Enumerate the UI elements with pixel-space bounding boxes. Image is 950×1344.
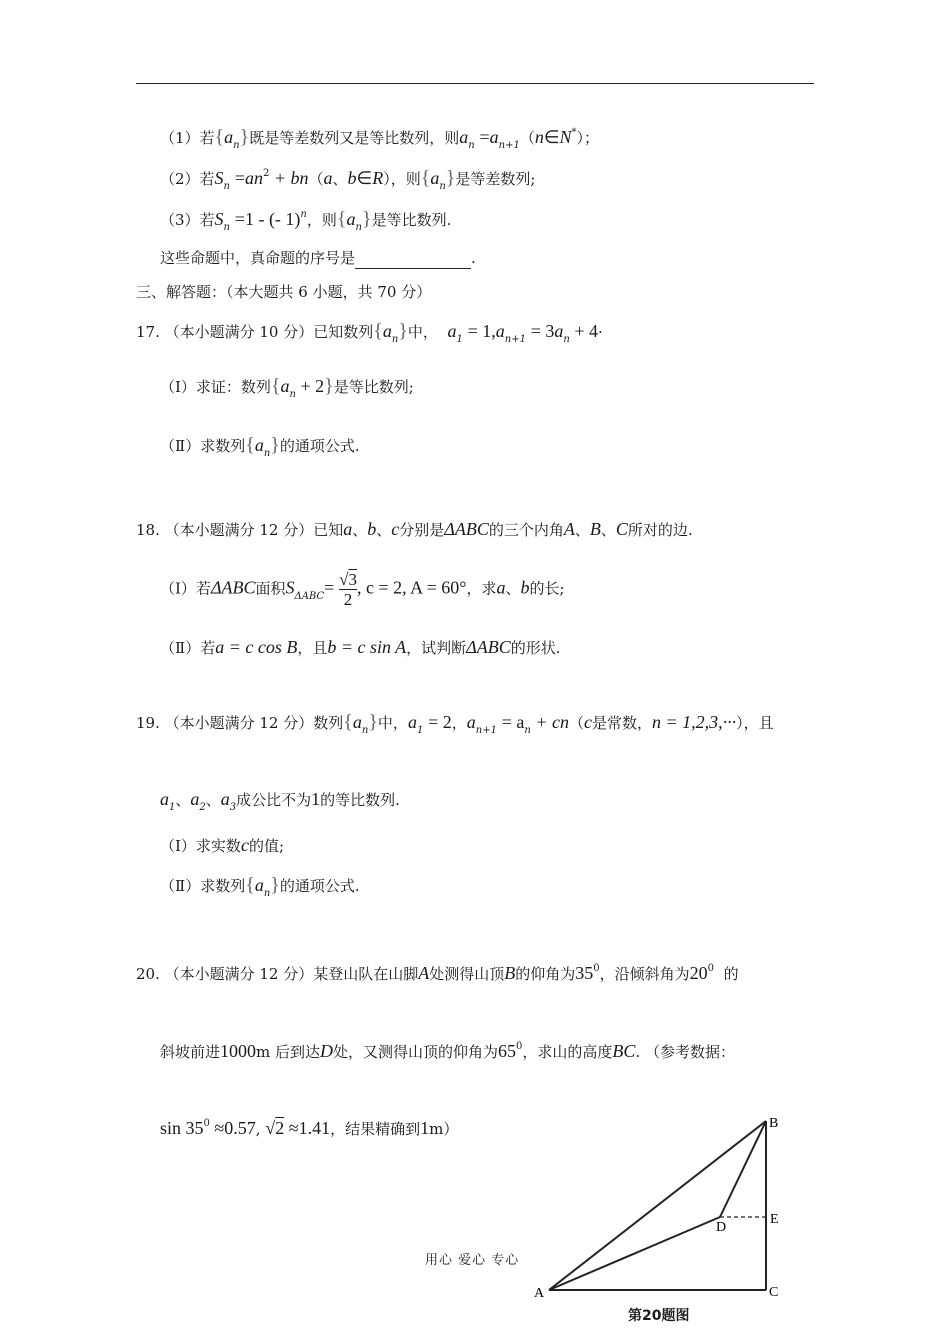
q16-prop-2: （2）若$S_n =an^2 + bn(a$、b∈R），则$\{a_n\}$是等差数列; <box>160 167 536 192</box>
q18-stem: 18. （本小题满分 12 分）已知a、b、c分别是ΔABC的三个内角A、B、C所对的边. <box>136 519 693 539</box>
label-D: D <box>716 1220 727 1235</box>
label-E: E <box>770 1212 779 1227</box>
q19-part-2: （Ⅱ）求数列$\{a_n\}$的通项公式. <box>160 874 360 899</box>
q17-part-1: （Ⅰ）求证：数列$\{a_n + 2\}$是等比数列; <box>160 375 414 400</box>
q16-conclusion: 这些命题中，真命题的序号是 . <box>160 249 476 267</box>
q16-prop-3: （3）若$S_n =1$ - (- 1)$^n$，则$\{a_n\}$是等比数列. <box>160 208 452 233</box>
q19-stem: 19. （本小题满分 12 分）数列$\{a_n\}$中，$a_1 = 2$，$a_{n+1} = a_n + cn(c$是常数，n = 1,2,3,···），且 <box>136 711 774 736</box>
q18-part-1: （Ⅰ）若ΔABC面积$S_{\Delta ABC}=$ $\frac{√3}{2}$ , c = 2, A = 60°，求a、b的长; <box>160 570 565 609</box>
label-C: C <box>769 1285 779 1300</box>
label-A: A <box>534 1286 545 1301</box>
footer-text: 用心 爱心 专心 <box>425 1253 520 1268</box>
q16-prop-1: （1）若$\{a_n\}$既是等差数列又是等比数列，则$a_n$ $=a_{n+1}(n\in N^*)$； <box>160 126 600 151</box>
q19-part-1: （Ⅰ）求实数c的值; <box>160 835 284 855</box>
q17-stem: 17. （本小题满分 10 分）已知数列$\{a_n\}$中， $a_1 = 1,a_{n+1} = 3a_n + 4\cdot$ <box>136 320 603 345</box>
q17-part-2: （Ⅱ）求数列$\{a_n\}$的通项公式. <box>160 434 360 459</box>
line-DB <box>720 1121 766 1217</box>
q19-stem-continued: $a_1$、$a_2$、$a_3$成公比不为1的等比数列. <box>160 789 400 813</box>
line-AD <box>549 1217 720 1290</box>
section-3-heading: 三、解答题：（本大题共 6 小题，共 70 分） <box>136 283 432 301</box>
figure-caption: 第20题图 <box>628 1308 690 1324</box>
q18-part-2: （Ⅱ）若a = c cos B，且b = c sin A，试判断ΔABC的形状. <box>160 637 561 657</box>
q20-line-1: 20. （本小题满分 12 分）某登山队在山脚A处测得山顶B的仰角为$35^0$，沿倾斜角为$20^0$ 的 <box>136 963 739 983</box>
q20-line-3: $\sin 35^0 \approx 0.57$, √2 ≈1.41，结果精确到1m） <box>160 1118 459 1138</box>
line-AB <box>549 1121 766 1290</box>
label-B: B <box>769 1116 779 1131</box>
q20-line-2: 斜坡前进1000m 后到达D处，又测得山顶的仰角为$65^0$，求山的高度BC. （参考数据： <box>160 1041 735 1061</box>
